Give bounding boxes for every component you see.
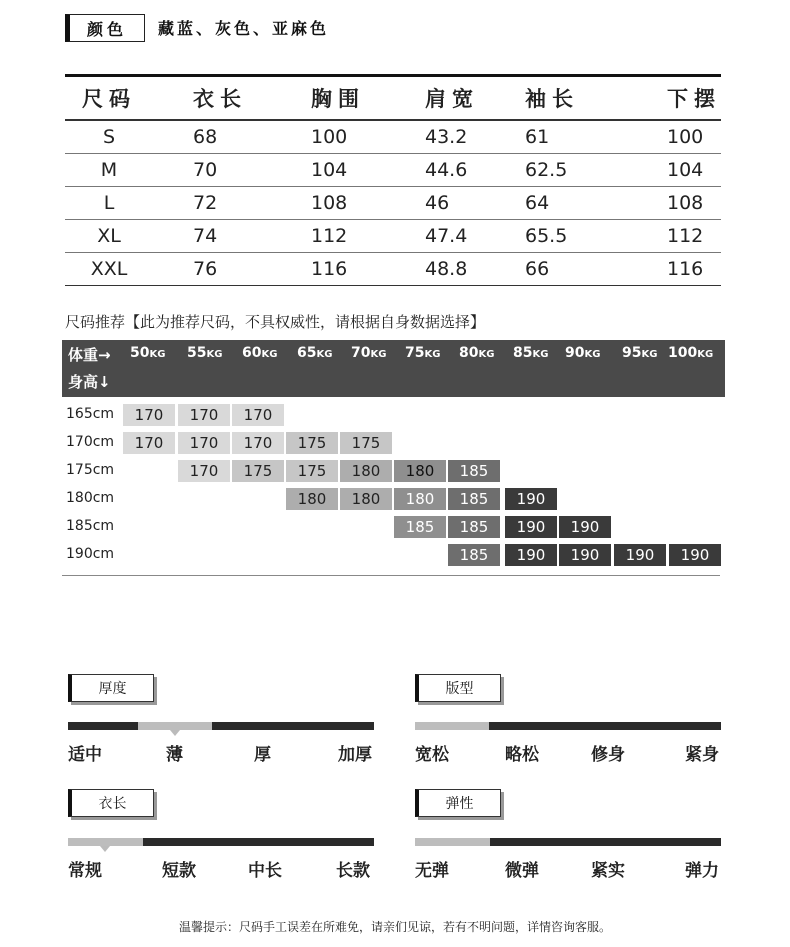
cell: 68 xyxy=(193,126,218,148)
size-cell: 170 xyxy=(123,404,175,426)
selection-caret-icon xyxy=(100,846,110,852)
cell: 100 xyxy=(667,126,704,148)
size-cell: 170 xyxy=(232,404,284,426)
weight-unit: KG xyxy=(697,349,714,360)
size-cell: 170 xyxy=(178,460,230,482)
property-option: 无弹 xyxy=(415,861,449,881)
size-cell: 190 xyxy=(614,544,666,566)
color-tag: 颜色 xyxy=(65,14,145,42)
weight-value: 90 xyxy=(565,345,585,361)
property-option: 中长 xyxy=(248,861,282,881)
weight-unit: KG xyxy=(149,349,166,360)
height-label: 165cm xyxy=(66,406,115,422)
property-option: 厚 xyxy=(254,745,271,765)
cell: 62.5 xyxy=(525,159,568,181)
header-hem: 下摆 xyxy=(667,87,721,111)
cell: L xyxy=(103,192,115,214)
weight-unit: KG xyxy=(316,349,333,360)
color-value: 藏蓝、灰色、亚麻色 xyxy=(158,19,330,38)
cell: S xyxy=(102,126,116,148)
weight-value: 65 xyxy=(297,345,317,361)
property-tag: 衣长 xyxy=(68,789,154,817)
property-option: 常规 xyxy=(68,861,102,881)
property-option: 薄 xyxy=(166,745,183,765)
cell: 100 xyxy=(311,126,348,148)
property-tag: 版型 xyxy=(415,674,501,702)
weight-unit: KG xyxy=(641,349,658,360)
cell: 76 xyxy=(193,258,218,280)
cell: 108 xyxy=(667,192,704,214)
bar-segment xyxy=(143,838,374,846)
cell: 64 xyxy=(525,192,550,214)
weight-unit: KG xyxy=(370,349,387,360)
cell: XXL xyxy=(90,258,128,280)
cell: 70 xyxy=(193,159,218,181)
cell: 72 xyxy=(193,192,218,214)
property-option: 略松 xyxy=(505,745,539,765)
size-cell: 175 xyxy=(232,460,284,482)
weight-value: 70 xyxy=(351,345,371,361)
weight-value: 100 xyxy=(668,345,698,361)
cell: 108 xyxy=(311,192,348,214)
weight-value: 95 xyxy=(622,345,642,361)
height-label: 190cm xyxy=(66,546,115,562)
weight-label xyxy=(622,345,657,361)
cell: 116 xyxy=(667,258,704,280)
cell: 43.2 xyxy=(425,126,468,148)
size-cell: 185 xyxy=(448,544,500,566)
cell: 46 xyxy=(425,192,450,214)
weight-unit: KG xyxy=(532,349,549,360)
size-cell: 190 xyxy=(559,516,611,538)
weight-label xyxy=(565,345,600,361)
weight-label xyxy=(513,345,548,361)
weight-label xyxy=(459,345,494,361)
size-cell: 175 xyxy=(286,432,338,454)
size-cell: 185 xyxy=(448,516,500,538)
cell: 61 xyxy=(525,126,550,148)
weight-value: 55 xyxy=(187,345,207,361)
property-option: 微弹 xyxy=(505,861,539,881)
weight-value: 80 xyxy=(459,345,479,361)
weight-label xyxy=(242,345,277,361)
selection-caret-icon xyxy=(170,730,180,736)
table-row xyxy=(65,187,721,220)
weight-label xyxy=(187,345,222,361)
size-cell: 170 xyxy=(178,404,230,426)
recommend-title: 尺码推荐【此为推荐尺码，不具权威性，请根据自身数据选择】 xyxy=(65,313,486,331)
cell: 48.8 xyxy=(425,258,468,280)
weight-label xyxy=(405,345,440,361)
size-table xyxy=(65,74,721,286)
property-option: 弹力 xyxy=(685,861,719,881)
height-label: 180cm xyxy=(66,490,115,506)
property-bar xyxy=(68,722,374,730)
table-row xyxy=(65,220,721,253)
size-cell: 190 xyxy=(505,544,557,566)
header-sleeve: 袖长 xyxy=(525,87,579,111)
header-shoulder: 肩宽 xyxy=(425,87,479,111)
size-table-header xyxy=(65,77,721,121)
cell: 65.5 xyxy=(525,225,568,247)
cell: 116 xyxy=(311,258,348,280)
bar-segment xyxy=(212,722,374,730)
property-option: 长款 xyxy=(336,861,370,881)
bar-segment xyxy=(415,838,490,846)
cell: M xyxy=(100,159,118,181)
cell: XL xyxy=(97,225,121,247)
bar-segment xyxy=(415,722,489,730)
bar-segment xyxy=(68,838,143,846)
property-bar xyxy=(415,838,721,846)
property-option: 紧身 xyxy=(685,745,719,765)
cell: 74 xyxy=(193,225,218,247)
weight-unit: KG xyxy=(261,349,278,360)
size-cell: 180 xyxy=(340,488,392,510)
divider xyxy=(62,575,720,576)
cell: 66 xyxy=(525,258,550,280)
weight-unit: KG xyxy=(478,349,495,360)
footer-note: 温馨提示：尺码手工误差在所难免，请亲们见谅，若有不明问题，详情咨询客服。 xyxy=(178,920,611,934)
cell: 112 xyxy=(667,225,704,247)
header-chest: 胸围 xyxy=(311,87,365,111)
weight-unit: KG xyxy=(584,349,601,360)
property-option: 紧实 xyxy=(591,861,625,881)
property-option: 短款 xyxy=(162,861,196,881)
bar-segment xyxy=(68,722,138,730)
height-axis-label: 身高↓ xyxy=(68,373,111,391)
size-cell: 185 xyxy=(448,488,500,510)
bar-segment xyxy=(490,838,721,846)
property-option: 加厚 xyxy=(338,745,372,765)
size-cell: 190 xyxy=(669,544,721,566)
cell: 104 xyxy=(667,159,704,181)
weight-label xyxy=(297,345,332,361)
size-cell: 170 xyxy=(178,432,230,454)
table-row xyxy=(65,154,721,187)
header-length: 衣长 xyxy=(193,87,247,111)
header-size: 尺码 xyxy=(82,87,136,111)
table-row xyxy=(65,121,721,154)
bar-segment xyxy=(138,722,212,730)
property-option: 适中 xyxy=(68,745,102,765)
size-cell: 190 xyxy=(559,544,611,566)
weight-unit: KG xyxy=(206,349,223,360)
bar-segment xyxy=(489,722,721,730)
cell: 104 xyxy=(311,159,348,181)
weight-label xyxy=(668,345,713,361)
size-cell: 180 xyxy=(340,460,392,482)
weight-value: 75 xyxy=(405,345,425,361)
property-option: 宽松 xyxy=(415,745,449,765)
weight-value: 85 xyxy=(513,345,533,361)
property-tag: 弹性 xyxy=(415,789,501,817)
property-bar xyxy=(415,722,721,730)
height-label: 170cm xyxy=(66,434,115,450)
cell: 47.4 xyxy=(425,225,468,247)
recommend-header xyxy=(62,340,725,397)
weight-label xyxy=(351,345,386,361)
cell: 112 xyxy=(311,225,348,247)
height-label: 185cm xyxy=(66,518,115,534)
weight-axis-label: 体重→ xyxy=(68,346,111,364)
table-row xyxy=(65,253,721,285)
size-cell: 180 xyxy=(394,488,446,510)
size-cell: 190 xyxy=(505,488,557,510)
weight-label xyxy=(130,345,165,361)
size-cell: 175 xyxy=(340,432,392,454)
size-cell: 185 xyxy=(448,460,500,482)
size-cell: 180 xyxy=(286,488,338,510)
weight-value: 50 xyxy=(130,345,150,361)
size-cell: 185 xyxy=(394,516,446,538)
weight-unit: KG xyxy=(424,349,441,360)
property-bar xyxy=(68,838,374,846)
cell: 44.6 xyxy=(425,159,468,181)
property-tag: 厚度 xyxy=(68,674,154,702)
weight-value: 60 xyxy=(242,345,262,361)
height-label: 175cm xyxy=(66,462,115,478)
size-cell: 170 xyxy=(232,432,284,454)
size-cell: 175 xyxy=(286,460,338,482)
size-cell: 180 xyxy=(394,460,446,482)
property-option: 修身 xyxy=(591,745,625,765)
size-cell: 170 xyxy=(123,432,175,454)
size-cell: 190 xyxy=(505,516,557,538)
